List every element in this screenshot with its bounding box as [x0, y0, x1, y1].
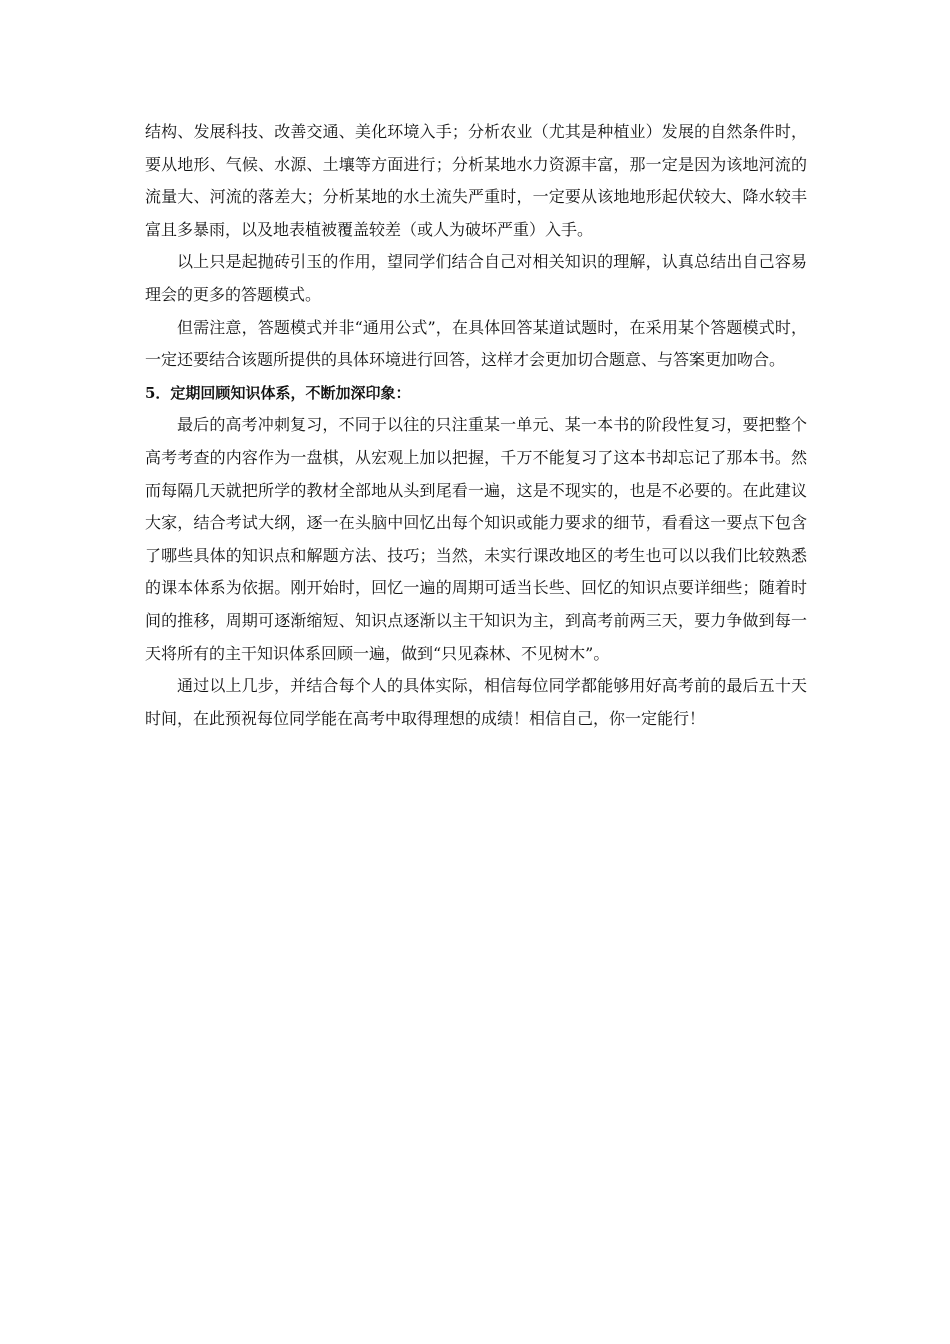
paragraph-review-system: 最后的高考冲刺复习，不同于以往的只注重某一单元、某一本书的阶段性复习，要把整个高考考查的内容作为一盘棋，从宏观上加以把握，千万不能复习了这本书却忘记了那本书。然而每隔几天就把所学的教材全部地从头到尾看一遍，这是不现实的，也是不必要的。在此建议大家，结合考试大纲，逐一在头脑中回忆出每个知识或能力要求的细节，看看这一要点下包含了哪些具体的知识点和解题方法、技巧；当然，未实行课改地区的考生也可以以我们比较熟悉的课本体系为依据。刚开始时，回忆一遍的周期可适当长些、回忆的知识点要详细些；随着时间的推移，周期可逐渐缩短、知识点逐渐以主干知识为主，到高考前两三天，要力争做到每一天将所有的主干知识体系回顾一遍，做到“只见森林、不见树木”。: [145, 415, 807, 663]
paragraph-closing: 通过以上几步，并结合每个人的具体实际，相信每位同学都能够用好高考前的最后五十天时间，在此预祝每位同学能在高考中取得理想的成绩！相信自己，你一定能行！: [145, 676, 807, 728]
section-heading: 5．定期回顾知识体系，不断加深印象：: [145, 383, 411, 402]
paragraph-continued: 结构、发展科技、改善交通、美化环境入手；分析农业（尤其是种植业）发展的自然条件时，要从地形、气候、水源、土壤等方面进行；分析某地水力资源丰富，那一定是因为该地河流的流量大、河流的落差大；分析某地的水土流失严重时，一定要从该地地形起伏较大、降水较丰富且多暴雨，以及地表植被覆盖较差（或人为破坏严重）入手。: [145, 122, 807, 239]
document-body: [145, 116, 807, 735]
paragraph-caution: 但需注意，答题模式并非“通用公式”，在具体回答某道试题时，在采用某个答题模式时，一定还要结合该题所提供的具体环境进行回答，这样才会更加切合题意、与答案更加吻合。: [145, 317, 807, 370]
paragraph-brick-jade: 以上只是起抛砖引玉的作用，望同学们结合自己对相关知识的理解，认真总结出自己容易理会的更多的答题模式。: [145, 252, 807, 304]
